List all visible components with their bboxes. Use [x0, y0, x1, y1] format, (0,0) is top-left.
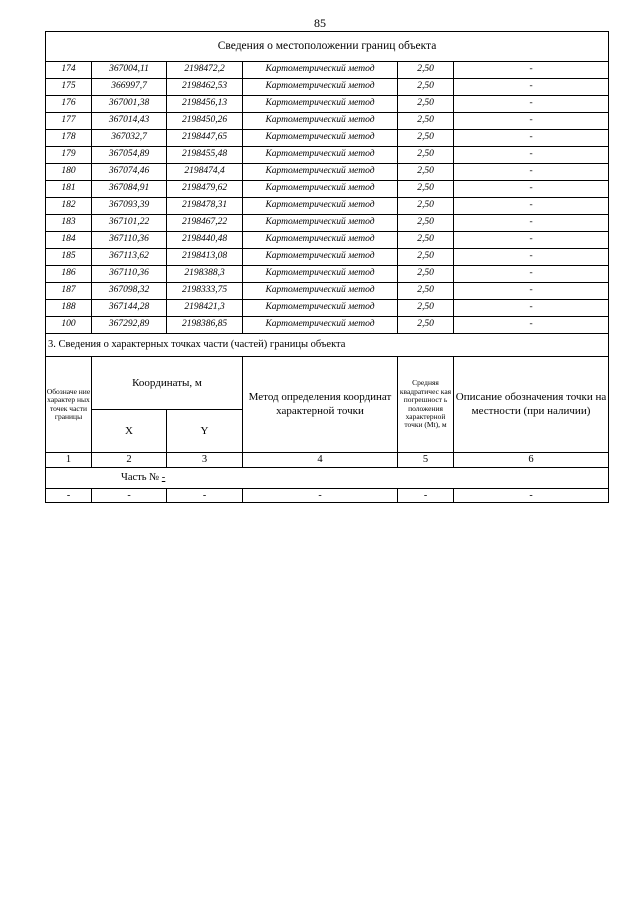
table-row [46, 283, 609, 300]
coord-x-cell: 367110,36 [92, 266, 167, 283]
coord-y-cell: 2198467,22 [167, 215, 243, 232]
accuracy-cell: 2,50 [398, 181, 454, 198]
point-number-cell: 188 [46, 300, 92, 317]
coord-x-cell: 367110,36 [92, 232, 167, 249]
accuracy-cell: 2,50 [398, 317, 454, 334]
table-row [46, 164, 609, 181]
table-row [46, 249, 609, 266]
point-number-cell: 178 [46, 130, 92, 147]
point-number-cell: 183 [46, 215, 92, 232]
part-label: Часть № [121, 471, 160, 483]
method-cell: Картометрический метод [243, 164, 398, 181]
coord-x-cell: 367054,89 [92, 147, 167, 164]
coord-y-cell: 2198388,3 [167, 266, 243, 283]
accuracy-cell: 2,50 [398, 266, 454, 283]
point-number-cell: 174 [46, 62, 92, 79]
header-coordinates: Координаты, м [92, 357, 243, 410]
coord-y-cell: 2198333,75 [167, 283, 243, 300]
empty-cell: - [92, 489, 167, 503]
method-cell: Картометрический метод [243, 181, 398, 198]
table-row [46, 79, 609, 96]
coord-x-cell: 367144,28 [92, 300, 167, 317]
coord-x-cell: 367084,91 [92, 181, 167, 198]
coord-x-cell: 366997,7 [92, 79, 167, 96]
method-cell: Картометрический метод [243, 215, 398, 232]
header-x: X [92, 410, 167, 453]
coord-y-cell: 2198456,13 [167, 96, 243, 113]
method-cell: Картометрический метод [243, 130, 398, 147]
point-number-cell: 181 [46, 181, 92, 198]
description-cell: - [454, 283, 609, 300]
coord-x-cell: 367098,32 [92, 283, 167, 300]
description-cell: - [454, 147, 609, 164]
method-cell: Картометрический метод [243, 147, 398, 164]
empty-cell: - [243, 489, 398, 503]
coord-y-cell: 2198421,3 [167, 300, 243, 317]
description-cell: - [454, 198, 609, 215]
method-cell: Картометрический метод [243, 232, 398, 249]
method-cell: Картометрический метод [243, 317, 398, 334]
description-cell: - [454, 317, 609, 334]
accuracy-cell: 2,50 [398, 198, 454, 215]
coord-y-cell: 2198413,08 [167, 249, 243, 266]
boundary-table [45, 31, 609, 503]
coord-y-cell: 2198479,62 [167, 181, 243, 198]
coord-x-cell: 367113,62 [92, 249, 167, 266]
method-cell: Картометрический метод [243, 266, 398, 283]
point-number-cell: 179 [46, 147, 92, 164]
table-row [46, 130, 609, 147]
empty-cell: - [46, 489, 92, 503]
point-number-cell: 175 [46, 79, 92, 96]
method-cell: Картометрический метод [243, 62, 398, 79]
point-number-cell: 177 [46, 113, 92, 130]
point-number-cell: 184 [46, 232, 92, 249]
col-number: 4 [243, 453, 398, 468]
table-row [46, 215, 609, 232]
col-number: 3 [167, 453, 243, 468]
table-row [46, 198, 609, 215]
description-cell: - [454, 266, 609, 283]
header-accuracy: Средняя квадратичес кая погрешност ь положения характерной точки (Mt), м [398, 357, 454, 453]
description-cell: - [454, 96, 609, 113]
coord-y-cell: 2198386,85 [167, 317, 243, 334]
accuracy-cell: 2,50 [398, 164, 454, 181]
coord-y-cell: 2198447,65 [167, 130, 243, 147]
description-cell: - [454, 300, 609, 317]
description-cell: - [454, 164, 609, 181]
section-title: Сведения о местоположении границ объекта [46, 32, 609, 62]
coord-y-cell: 2198462,53 [167, 79, 243, 96]
coord-x-cell: 367001,38 [92, 96, 167, 113]
table-row [46, 147, 609, 164]
coord-y-cell: 2198455,48 [167, 147, 243, 164]
header-y: Y [167, 410, 243, 453]
accuracy-cell: 2,50 [398, 96, 454, 113]
coord-x-cell: 367101,22 [92, 215, 167, 232]
description-cell: - [454, 232, 609, 249]
coord-x-cell: 367032,7 [92, 130, 167, 147]
table-row [46, 300, 609, 317]
method-cell: Картометрический метод [243, 113, 398, 130]
accuracy-cell: 2,50 [398, 147, 454, 164]
empty-cell: - [454, 489, 609, 503]
description-cell: - [454, 215, 609, 232]
coord-x-cell: 367004,11 [92, 62, 167, 79]
col-number: 1 [46, 453, 92, 468]
accuracy-cell: 2,50 [398, 79, 454, 96]
table-row [46, 181, 609, 198]
description-cell: - [454, 249, 609, 266]
accuracy-cell: 2,50 [398, 113, 454, 130]
accuracy-cell: 2,50 [398, 130, 454, 147]
coord-x-cell: 367074,46 [92, 164, 167, 181]
description-cell: - [454, 113, 609, 130]
part-value: - [161, 471, 166, 483]
coord-x-cell: 367014,43 [92, 113, 167, 130]
description-cell: - [454, 130, 609, 147]
table-row [46, 113, 609, 130]
page-number: 85 [314, 16, 326, 30]
description-cell: - [454, 62, 609, 79]
point-number-cell: 186 [46, 266, 92, 283]
point-number-cell: 182 [46, 198, 92, 215]
coord-y-cell: 2198450,26 [167, 113, 243, 130]
coord-x-cell: 367292,89 [92, 317, 167, 334]
method-cell: Картометрический метод [243, 300, 398, 317]
table-row [46, 96, 609, 113]
empty-cell: - [398, 489, 454, 503]
accuracy-cell: 2,50 [398, 283, 454, 300]
point-number-cell: 187 [46, 283, 92, 300]
accuracy-cell: 2,50 [398, 215, 454, 232]
coord-y-cell: 2198478,31 [167, 198, 243, 215]
description-cell: - [454, 181, 609, 198]
empty-cell: - [167, 489, 243, 503]
table-row [46, 62, 609, 79]
section3-title: 3. Сведения о характерных точках части (частей) границы объекта [46, 334, 609, 357]
accuracy-cell: 2,50 [398, 249, 454, 266]
accuracy-cell: 2,50 [398, 300, 454, 317]
col-number: 5 [398, 453, 454, 468]
coord-y-cell: 2198472,2 [167, 62, 243, 79]
point-number-cell: 176 [46, 96, 92, 113]
table-row [46, 266, 609, 283]
description-cell: - [454, 79, 609, 96]
accuracy-cell: 2,50 [398, 232, 454, 249]
point-number-cell: 185 [46, 249, 92, 266]
method-cell: Картометрический метод [243, 283, 398, 300]
header-description: Описание обозначения точки на местности (при наличии) [454, 357, 609, 453]
accuracy-cell: 2,50 [398, 62, 454, 79]
col-number: 6 [454, 453, 609, 468]
table-row [46, 317, 609, 334]
header-point-designation: Обозначе ние характер ных точек части границы [46, 357, 92, 453]
point-number-cell: 100 [46, 317, 92, 334]
point-number-cell: 180 [46, 164, 92, 181]
part-row [46, 468, 609, 489]
method-cell: Картометрический метод [243, 79, 398, 96]
method-cell: Картометрический метод [243, 96, 398, 113]
header-method: Метод определения координат характерной точки [243, 357, 398, 453]
coord-y-cell: 2198474,4 [167, 164, 243, 181]
method-cell: Картометрический метод [243, 249, 398, 266]
table-row [46, 232, 609, 249]
col-number: 2 [92, 453, 167, 468]
coord-x-cell: 367093,39 [92, 198, 167, 215]
coord-y-cell: 2198440,48 [167, 232, 243, 249]
method-cell: Картометрический метод [243, 198, 398, 215]
